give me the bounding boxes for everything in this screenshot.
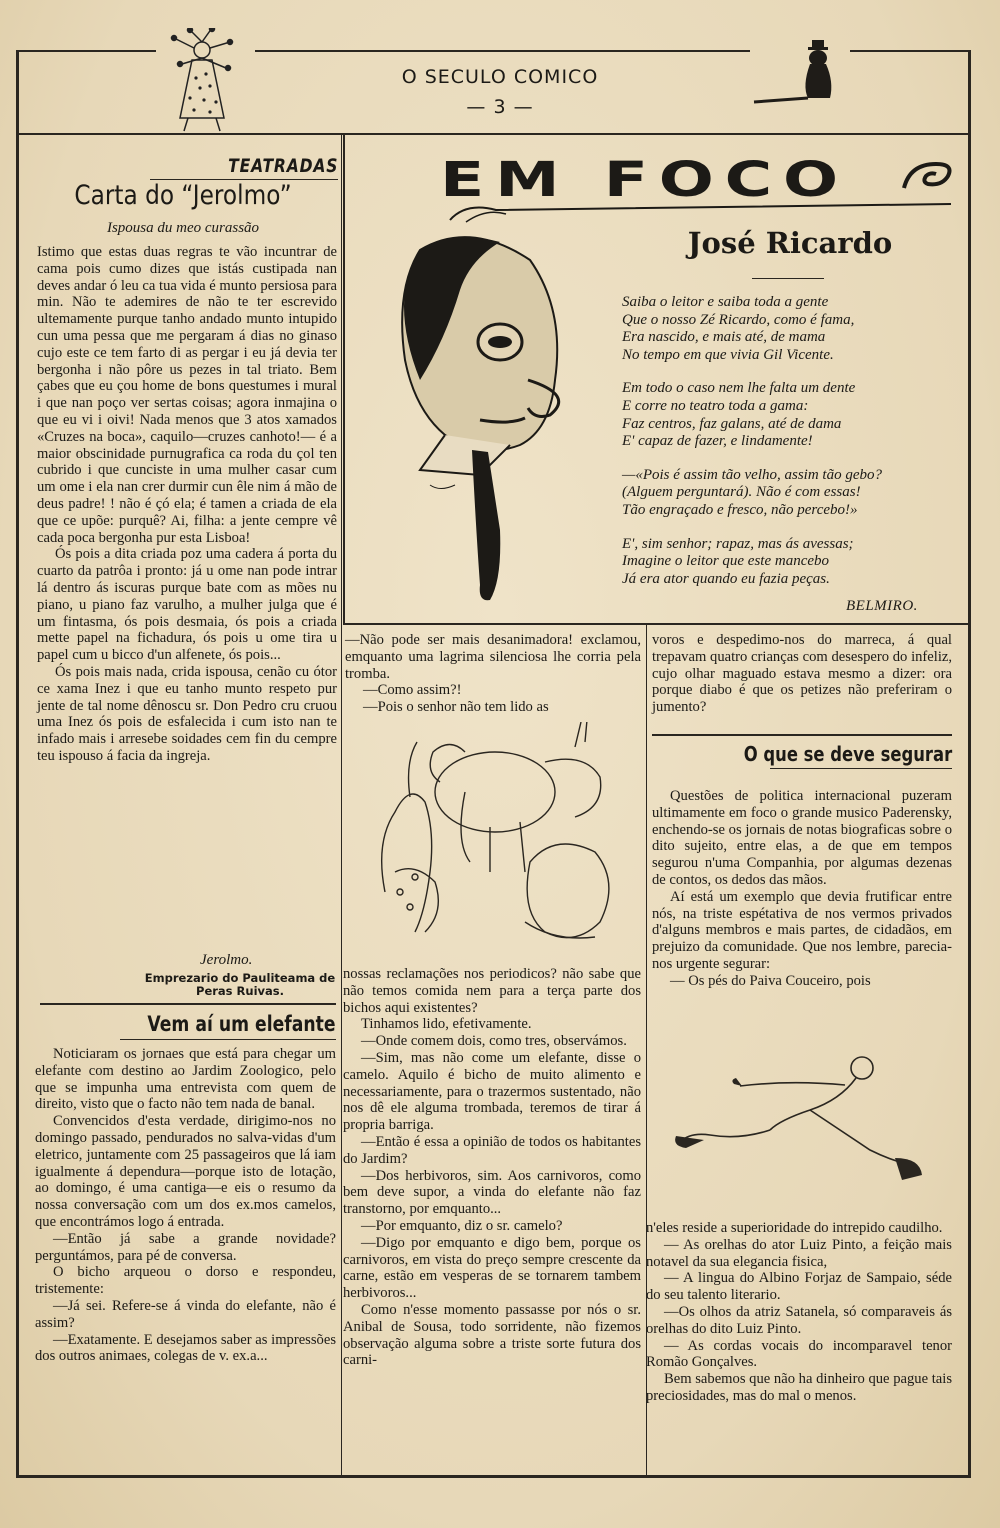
segurar-underline (770, 768, 952, 769)
segurar-paragraph: Aí está um exemplo que devia frutificar entre nós, na triste espétativa de nos vermos privados d'alguns membros e mais partes, de cidadãos, em prejuizo da comunidade. Que nos lembre, parecia-nos urgente segurar: (652, 888, 952, 972)
poem-line: E' capaz de fazer, e lindamente! (622, 433, 813, 450)
divider-segurar (652, 734, 952, 736)
letter-paragraph: Istimo que estas duas regras te vão incuntrar de cama pois cumo dizes que istás custipada nan deves andar ó leu ca tua vida é munto persiosa para min. Não te ademires de não te ter escrevido ultemamente purque tanho andado munto intupido cun uma pessa que me pergaram á dias no ginaso cujo este ce tem farto di as pergar i eu já devia ter bergonha i não pôre us pezes in tal triato. Bem çabes que eu çou home de bons questumes i mural i que nan poço ver sertas coisas; agora inmajina o que eu vi i oivi! Nada menos que 3 atos xamados «Cruzes na boca», caquilo—cruzes canhoto!— é a maior obscinidade purnugrafica ca roda du çol ten cubrido i que cunciste in uma mulher casar cum um ome i ela nan crer durmir cun êle nim á mão de deus padre! ! não é çó ela; é tamen a criada de ela que ce upõe: purquê? Ai, filha: a jente cempre vê cada poca bergonha pur esta Lisboa! (37, 244, 337, 546)
elefante-paragraph: O bicho arqueou o dorso e respondeu, tristemente: (35, 1264, 336, 1298)
poem-line: —«Pois é assim tão velho, assim tão gebo? (622, 466, 882, 483)
swirl-ornament-icon (900, 158, 956, 194)
segurar-paragraph: n'eles reside a superioridade do intrepido caudilho. (646, 1220, 943, 1236)
section-teatradas: TEATRADAS (227, 155, 338, 177)
letter-body (37, 244, 337, 765)
zoo-animals-illustration (355, 722, 635, 960)
col-divider-1 (341, 135, 342, 1475)
segurar-paragraph: — As cordas vocais do incomparavel tenor Romão Gonçalves. (646, 1337, 952, 1371)
letter-signature: Jerolmo. (200, 952, 253, 968)
flourish-rule (446, 196, 956, 226)
elefante-underline (120, 1039, 336, 1040)
segurar-paragraph: —Os olhos da atriz Satanela, só comparaveis ás orelhas do dito Luiz Pinto. (646, 1303, 952, 1337)
segurar-paragraph: — Os pés do Paiva Couceiro, pois (670, 972, 871, 989)
elefante-paragraph: —Digo por emquanto e digo bem, porque os carnivoros, em vista do preço sempre crescente da carne, estão em vesperas de se tornarem tambem herbivoros... (343, 1234, 641, 1302)
poem-author: BELMIRO. (846, 598, 918, 614)
segurar-body (652, 788, 952, 990)
elefante-paragraph: Tinhamos lido, efetivamente. (361, 1016, 532, 1033)
poem-line: Que o nosso Zé Ricardo, como é fama, (622, 311, 855, 328)
elefante-paragraph: —Pois o senhor não tem lido as (363, 699, 549, 716)
segurar-paragraph: — As orelhas do ator Luiz Pinto, a feição mais notavel da sua elegancia fisica, (646, 1236, 952, 1270)
col-divider-1b (343, 135, 345, 625)
poem-line: Faz centros, faz galans, até de dama (622, 415, 842, 432)
cat-icon (750, 36, 840, 106)
running-man-illustration (670, 1050, 930, 1200)
elefante-paragraph: voros e despedimo-nos do marreca, á qual trepavam quatro crianças com desespero do infeliz, cujo olhar maguado estava mesmo a dizer: ora porque diabo é que os petizes não preferiram o jumento? (652, 632, 952, 716)
elefante-paragraph: —Onde comem dois, como tres, observámos. (361, 1033, 627, 1050)
poem-line: No tempo em que vivia Gil Vicente. (622, 346, 834, 363)
poem-line: (Alguem perguntará). Não é com essas! (622, 484, 861, 501)
frame-top-mid (255, 50, 750, 52)
frame-top-right (850, 50, 971, 52)
header-bottom-rule (16, 133, 971, 135)
elefante-paragraph: nossas reclamações nos periodicos? não sabe que não temos comida nem para a terça parte dos bichos aqui existentes? (343, 966, 641, 1016)
elefante-paragraph: —Já sei. Refere-se á vinda do elefante, não é assim? (35, 1297, 336, 1331)
elefante-paragraph: Como n'esse momento passasse por nós o sr. Anibal de Sousa, todo sorridente, não fizemos observação alguma sobre a triste sorte futura dos carni- (343, 1301, 641, 1369)
letter-paragraph: Ós pois mais nada, crida ispousa, cenão cu ótor ce xama Inez i que eu tanho munto respeto pur jente de tal nome dênoscu sr. Don Pedro cru cruou uma Inez ós pois de esfalecida i cum isto nan te infado mais i arresebe soidades cem fin du cempre teu ispouso á facia da ingreja. (37, 663, 337, 764)
poem-line: Já era ator quando eu fazia peças. (622, 570, 830, 587)
poem-stanza (622, 380, 952, 450)
elefante-paragraph: —Então já sabe a grande novidade? perguntámos, para pé de conversa. (35, 1230, 336, 1264)
poem-stanza (622, 536, 952, 589)
divider-elefante (40, 1003, 336, 1005)
em-foco-bottom-rule (343, 623, 968, 625)
elefante-col2-top (345, 632, 641, 716)
frame-left (16, 50, 19, 1478)
segurar-body-continued (646, 1220, 952, 1405)
em-foco-poem (622, 294, 952, 604)
article-title-carta: Carta do “Jerolmo” (74, 180, 292, 211)
elefante-paragraph: —Por emquanto, diz o sr. camelo? (361, 1217, 563, 1234)
segurar-paragraph: Bem sabemos que não ha dinheiro que pague tais preciosidades, mas do mal o menos. (646, 1371, 952, 1404)
caricature-image (360, 230, 590, 610)
letter-salutation: Ispousa du meo curassão (106, 220, 260, 236)
poem-line: Tão engraçado e fresco, não percebo!» (622, 501, 858, 518)
doll-icon (160, 28, 240, 133)
poem-line: E', sim senhor; rapaz, mas ás avessas; (622, 535, 854, 552)
elefante-paragraph: Convencidos d'esta verdade, dirigimo-nos no domingo passado, pendurados no salva-vidas d'um eletrico, juntamente com 25 passageiros que lá iam igualmente á dependura—porque isto de lotação, ao domingo, é uma cantiga—e eis o resumo da nossa conversação com um dos ex.mos camelos, que encontrámos logo á entrada. (35, 1113, 336, 1230)
poem-line: E corre no teatro toda a gama: (622, 397, 809, 414)
poem-line: Era nascido, e mais até, de mama (622, 329, 826, 346)
elefante-col2-bottom (343, 966, 641, 1369)
poem-line: Imagine o leitor que este mancebo (622, 553, 830, 570)
poem-stanza (622, 294, 952, 364)
masthead-title: O SECULO COMICO (401, 66, 599, 88)
frame-right (968, 50, 971, 1478)
segurar-paragraph: Questões de politica internacional puzeram ultimamente em foco o grande musico Paderensky, enchendo-se os jornais de notas biograficas sobre o dito sujeito, entre elas, a de que em tempos segurou n'uma Companhia, por algumas dezenas de contos, os dedos das mãos. (652, 788, 952, 888)
elefante-col1 (35, 1046, 336, 1365)
letter-paragraph: Ós pois a dita criada poz uma cadera á porta du cuarto da patrôa i pronto: já u ome nan pode intrar lá dentro ás iscuras purque bate com as mões nu piano, u piano faz varulho, a mulher julga que é um fintasma, ós pois desmaia, ós pois a criada mette papel na fichadura, ós pois u ome tira u papel cum u bicco d'un alfenete, ós pois... (37, 546, 337, 664)
elefante-paragraph: —Então é essa a opinião de todos os habitantes do Jardim? (343, 1133, 641, 1167)
subject-rule (752, 278, 824, 279)
elefante-paragraph: —Não pode ser mais desanimadora! exclamou, emquanto uma lagrima silenciosa lhe corria pela tromba. (345, 632, 641, 682)
signature-title: Emprezario do Pauliteama de Peras Ruivas. (144, 971, 336, 998)
segurar-paragraph: — A lingua do Albino Forjaz de Sampaio, séde do seu talento literario. (646, 1270, 952, 1304)
article-title-segurar: O que se deve segurar (743, 742, 952, 766)
elefante-paragraph: —Exatamente. E desejamos saber as impressões dos outros animaes, colegas de v. ex.a... (35, 1331, 336, 1365)
em-foco-banner: EM FOCO (440, 152, 849, 208)
elefante-col3-top (652, 632, 952, 716)
elefante-paragraph: —Como assim?! (363, 682, 462, 699)
elefante-paragraph: —Dos herbivoros, sim. Aos carnivoros, como bem deve supor, a vinda do elefante não faz transtorno, por emquanto... (343, 1167, 641, 1218)
page-number: — 3 — (466, 96, 534, 118)
frame-top-left (16, 50, 156, 52)
em-foco-subject: José Ricardo (687, 226, 893, 260)
poem-line: Saiba o leitor e saiba toda a gente (622, 294, 829, 310)
elefante-paragraph: —Sim, mas não come um elefante, disse o camelo. Aquilo é bicho de muito alimento e necessariamente, para o trazermos sustentado, não nos dê ele alguma trombada, teremos de tirar á propria barriga. (343, 1049, 641, 1134)
frame-bottom (16, 1475, 971, 1478)
poem-line: Em todo o caso nem lhe falta um dente (622, 380, 856, 397)
elefante-paragraph: Noticiaram os jornaes que está para chegar um elefante com destino ao Jardim Zoologico, pelo que se impunha uma entrevista com quem de direito, visto que o facto não tem nada de banal. (35, 1046, 336, 1113)
poem-stanza (622, 467, 952, 520)
article-title-elefante: Vem aí um elefante (147, 1012, 336, 1036)
